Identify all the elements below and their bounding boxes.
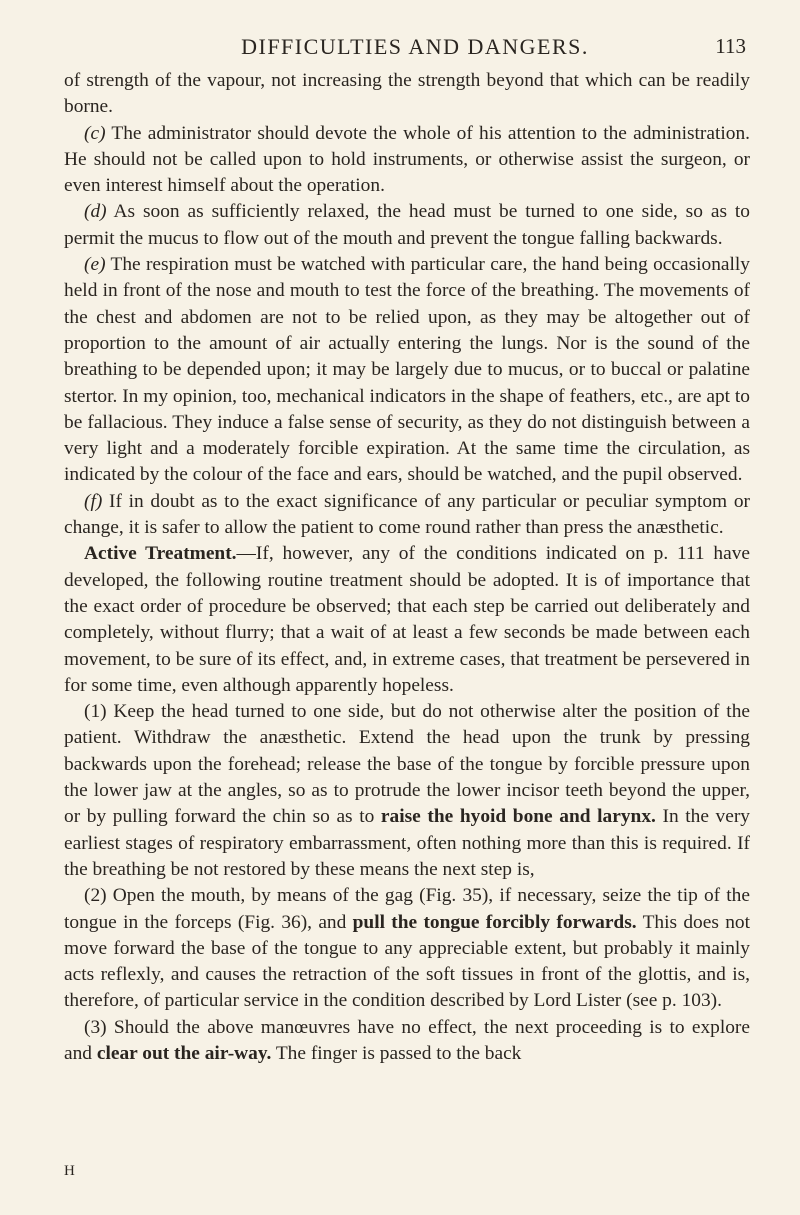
paragraph-text: If in doubt as to the exact significance of any particular or peculiar symptom or change, it is safer to allow the patient to come round rather than press the anæsthetic. <box>64 490 750 539</box>
item-label-e: (e) <box>84 254 106 276</box>
emphasis-text: pull the tongue forcibly forwards. <box>352 911 637 933</box>
paragraph-text: (2) Open the mouth, by means of the gag (Fig. 35), if necessary, seize the tip of the tongue in the forceps (Fig. 36), and <box>64 885 750 933</box>
paragraph-c <box>64 121 750 200</box>
body-text <box>64 68 750 1067</box>
paragraph-text: The respiration must be watched with particular care, the hand being occasionally held in front of the nose and mouth to test the force of the breathing. The movements of the chest and abdomen are not to be relied upon, as they may be altogether out of proportion to the amount of air actually entering the lungs. Nor is the sound of the breathing to be depended upon; it may be largely due to mucus, or to buccal or palatine stertor. In my opinion, too, mechanical indicators in the shape of feathers, etc., are apt to be fallacious. They induce a false sense of security, as they do not distinguish between a very light and a moderately forcible expiration. At the same time the circulation, as indicated by the colour of the face and ears, should be watched, and the pupil observed. <box>64 254 750 486</box>
paragraph-step-1 <box>64 699 750 883</box>
running-title: DIFFICULTIES AND DANGERS. <box>241 34 589 59</box>
paragraph-text: As soon as sufficiently relaxed, the head must be turned to one side, so as to permit the mucus to flow out of the mouth and prevent the tongue falling backwards. <box>64 201 750 249</box>
paragraph-text: (3) Should the above manœuvres have no effect, the next proceeding is to explore and <box>64 1016 750 1064</box>
page-header <box>64 34 746 64</box>
paragraph-text: In the very earliest stages of respiratory embarrassment, often nothing more than this is required. If the breathing be not restored by these means the next step is, <box>64 806 751 880</box>
paragraph-text: —If, however, any of the conditions indicated on p. 111 have developed, the following routine treatment should be adopted. It is of importance that the exact order of procedure be observed; that each step be carried out deliberately and completely, without flurry; that a wait of at least a few seconds be made between each movement, to be sure of its effect, and, in extreme cases, that treatment be persevered in for some time, even although apparently hopeless. <box>64 543 750 696</box>
paragraph-d <box>64 199 750 252</box>
paragraph-text: of strength of the vapour, not increasing the strength beyond that which can be readily borne. <box>64 70 750 118</box>
paragraph-step-2 <box>64 883 750 1014</box>
item-label-d: (d) <box>84 201 107 223</box>
paragraph-text: The finger is passed to the back <box>271 1042 522 1064</box>
section-heading: Active Treatment. <box>84 543 237 565</box>
paragraph-text: This does not move forward the base of the tongue to any appreciable extent, but probably it mainly acts reflexly, and causes the retraction of the soft tissues in front of the glottis, and is, therefore, of particular service in the condition described by Lord Lister (see p. 103). <box>64 911 750 1012</box>
paragraph-continuation <box>64 68 750 121</box>
signature-mark: H <box>64 1163 76 1179</box>
emphasis-text: clear out the air-way. <box>96 1042 272 1064</box>
paragraph-active-treatment <box>64 541 750 699</box>
paragraph-text: (1) Keep the head turned to one side, but do not otherwise alter the position of the patient. Withdraw the anæsthetic. Extend the head upon the trunk by pressing backwards upon the forehead; release the base of the tongue by forcible pressure upon the lower jaw at the angles, so as to protrude the lower incisor teeth beyond the upper, or by pulling forward the chin so as to <box>64 701 750 828</box>
item-label-c: (c) <box>84 122 106 144</box>
emphasis-text: raise the hyoid bone and larynx. <box>380 806 656 828</box>
paragraph-step-3 <box>64 1015 750 1068</box>
paragraph-f <box>64 489 750 542</box>
item-label-f: (f) <box>84 490 103 512</box>
paragraph-e <box>64 252 750 489</box>
page-number: 113 <box>715 34 746 58</box>
paragraph-text: The administrator should devote the whole of his attention to the administration. He should not be called upon to hold instruments, or otherwise assist the surgeon, or even interest himself about the operation. <box>64 122 750 197</box>
